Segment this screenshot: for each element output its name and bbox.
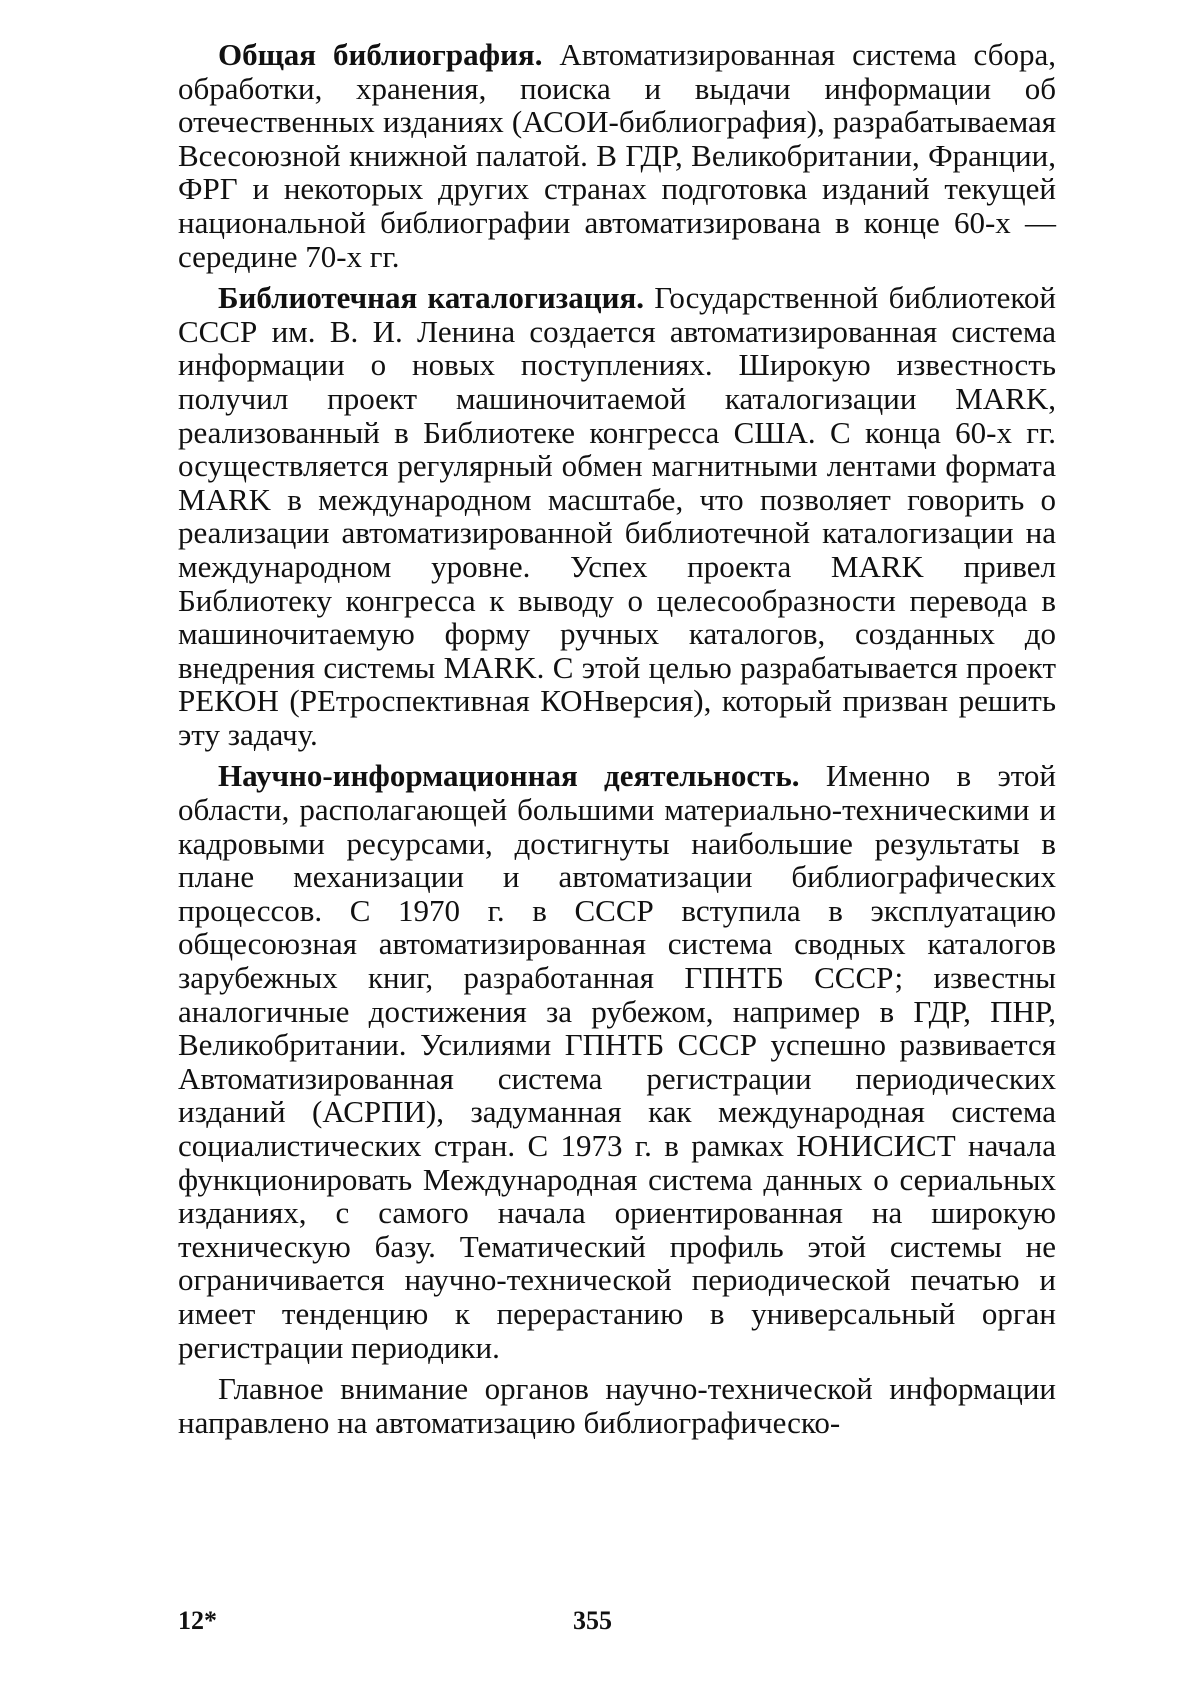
paragraph-text: Государственной библиотекой СССР им. В. И. Ленина создается автоматизированная система информации о новых поступлениях. Широкую известность получил проект машиночитаемой каталогизации MARK, реализованный в Библиотеке конгресса США. С конца 60-х гг. осуществляется регулярный обмен магнитными лентами формата MARK в международном масштабе, что позволяет говорить о реализации автоматизированной библиотечной каталогизации на международном уровне. Успех проекта MARK привел Библиотеку конгресса к выводу о целесообразности перевода в машиночитаемую форму ручных каталогов, созданных до внедрения системы MARK. С этой целью разрабатывается проект РЕКОН (РЕтроспективная КОНверсия), который призван решить эту задачу. bbox=[178, 280, 1056, 752]
section-heading: Библиотечная каталогизация. bbox=[218, 280, 644, 316]
section-heading: Научно-информационная деятельность. bbox=[218, 758, 800, 794]
section-heading: Общая библиография. bbox=[218, 37, 543, 72]
paragraph-main-attention bbox=[178, 1372, 1056, 1439]
paragraph-general-bibliography bbox=[178, 38, 1056, 273]
printer-signature-mark: 12* bbox=[178, 1606, 217, 1635]
paragraph-text: Именно в этой области, располагающей большими материально-техническими и кадровыми ресурсами, достигнуты наибольшие результаты в плане механизации и автоматизации библиографических процессов. С 1970 г. в СССР вступила в эксплуатацию общесоюзная автоматизированная система сводных каталогов зарубежных книг, разработанная ГПНТБ СССР; известны аналогичные достижения за рубежом, например в ГДР, ПНР, Великобритании. Усилиями ГПНТБ СССР успешно развивается Автоматизированная система регистрации периодических изданий (АСРПИ), задуманная как международная система социалистических стран. С 1973 г. в рамках ЮНИСИСТ начала функционировать Международная система данных о сериальных изданиях, с самого начала ориентированная на широкую техническую базу. Тематический профиль этой системы не ограничивается научно-технической периодической печатью и имеет тенденцию к перерастанию в универсальный орган регистрации периодики. bbox=[178, 758, 1056, 1365]
paragraph-library-cataloging bbox=[178, 281, 1056, 751]
page-body bbox=[178, 38, 1056, 1439]
paragraph-text: Автоматизированная система сбора, обработки, хранения, поиска и выдачи информации об отечественных изданиях (АСОИ-библиография), разрабатываемая Всесоюзной книжной палатой. В ГДР, Великобритании, Франции, ФРГ и некоторых других странах подготовка изданий текущей национальной библиографии автоматизирована в конце 60-х — середине 70-х гг. bbox=[178, 37, 1056, 274]
page-number: 355 bbox=[573, 1606, 612, 1635]
paragraph-text: Главное внимание органов научно-технической информации направлено на автоматизацию библиографическо- bbox=[178, 1371, 1056, 1440]
page-footer bbox=[178, 1606, 1056, 1640]
paragraph-scientific-information bbox=[178, 759, 1056, 1364]
